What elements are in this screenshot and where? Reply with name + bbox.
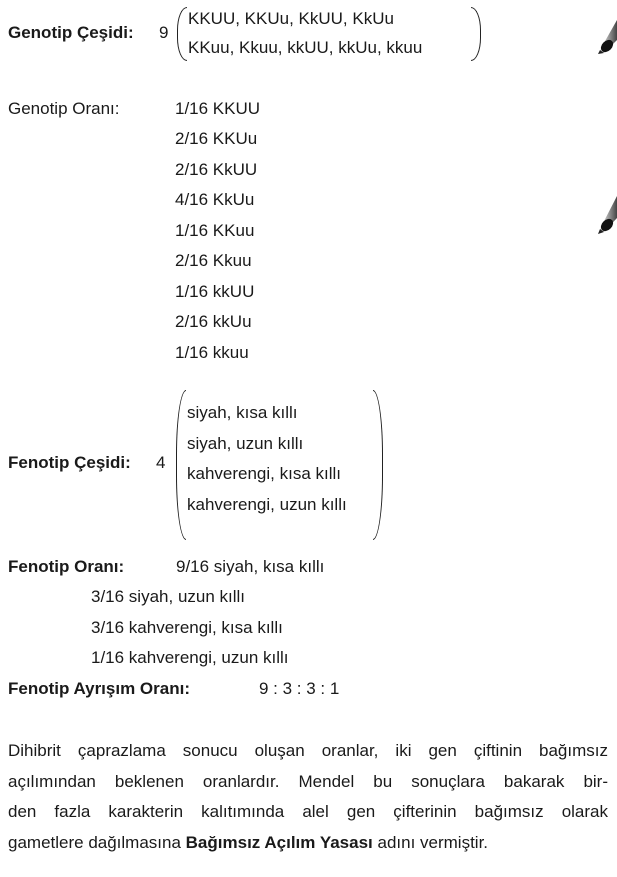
fenotip-cesidi-item: siyah, kısa kıllı xyxy=(187,403,298,422)
fenotip-cesidi-item: kahverengi, kısa kıllı xyxy=(187,464,342,483)
genotip-orani-item: 2/16 kkUu xyxy=(175,312,252,331)
paragraph-line: Dihibrit çaprazlama sonucu oluşan oranlar, iki gen çiftinin bağımsız xyxy=(8,741,608,760)
paragraph-line xyxy=(8,828,608,859)
left-bracket xyxy=(176,390,186,540)
paragraph-line: den fazla karakterin kalıtımında alel gen çifterinin bağımsız olarak xyxy=(8,802,608,821)
right-bracket xyxy=(373,390,383,540)
genotip-cesidi-row1: KKUU, KKUu, KkUU, KkUu xyxy=(188,9,394,28)
genotip-orani-item: 2/16 KKUu xyxy=(175,129,258,148)
paragraph-text: gametlere dağılmasına xyxy=(8,832,186,852)
fenotip-cesidi-item: kahverengi, uzun kıllı xyxy=(187,495,347,514)
right-bracket xyxy=(471,7,481,61)
fenotip-orani-item: 3/16 siyah, uzun kıllı xyxy=(91,587,246,606)
ayrisim-value: 9 : 3 : 3 : 1 xyxy=(259,679,340,698)
pen-icon xyxy=(598,196,617,239)
fenotip-orani-item: 9/16 siyah, kısa kıllı xyxy=(176,557,325,576)
genotip-orani-item: 2/16 Kkuu xyxy=(175,251,252,270)
fenotip-cesidi-count: 4 xyxy=(156,453,166,472)
genotip-cesidi-row2: KKuu, Kkuu, kkUU, kkUu, kkuu xyxy=(188,38,423,57)
ayrisim-label: Fenotip Ayrışım Oranı: xyxy=(8,679,190,698)
fenotip-orani-label: Fenotip Oranı: xyxy=(8,557,125,576)
genotip-orani-item: 1/16 KKuu xyxy=(175,221,255,240)
fenotip-orani-item: 1/16 kahverengi, uzun kıllı xyxy=(91,648,289,667)
genotip-orani-item: 1/16 kkUU xyxy=(175,282,255,301)
left-bracket xyxy=(177,7,187,61)
genotip-orani-item: 1/16 kkuu xyxy=(175,343,249,362)
genotip-orani-item: 2/16 KkUU xyxy=(175,160,258,179)
genotip-orani-label: Genotip Oranı: xyxy=(8,99,120,118)
explanation-paragraph xyxy=(8,736,608,858)
law-name: Bağımsız Açılım Yasası xyxy=(185,832,373,852)
genotip-cesidi-label: Genotip Çeşidi: xyxy=(8,23,134,42)
pen-icon xyxy=(598,20,617,59)
genotip-orani-item: 1/16 KKUU xyxy=(175,99,261,118)
genotip-orani-item: 4/16 KkUu xyxy=(175,190,255,209)
fenotip-cesidi-item: siyah, uzun kıllı xyxy=(187,434,304,453)
fenotip-cesidi-label: Fenotip Çeşidi: xyxy=(8,453,131,472)
paragraph-text: adını vermiştir. xyxy=(372,832,489,852)
fenotip-orani-item: 3/16 kahverengi, kısa kıllı xyxy=(91,618,283,637)
paragraph-line: açılımından beklenen oranlardır. Mendel bu sonuçlara bakarak bir- xyxy=(8,771,608,791)
genotip-cesidi-count: 9 xyxy=(159,23,169,42)
